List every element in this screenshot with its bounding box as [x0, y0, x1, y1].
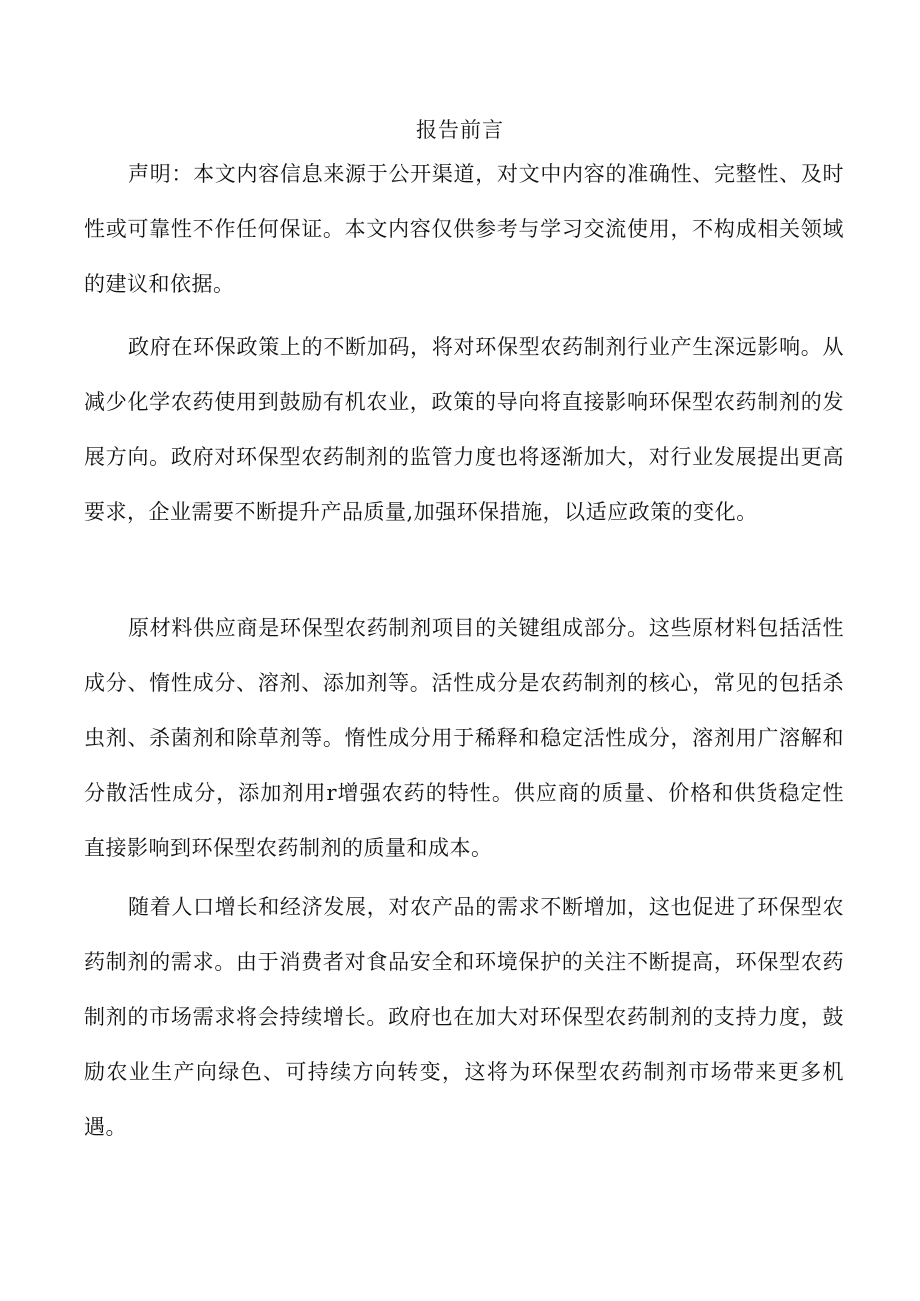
demand-paragraph: 随着人口增长和经济发展，对农产品的需求不断增加，这也促进了环保型农药制剂的需求。由于消费者对食品安全和环境保护的关注不断提高，环保型农药制剂的市场需求将会持续增长。政府也在加大对环保型农药制剂的支持力度，鼓励农业生产向绿色、可持续方向转变，这将为环保型农药制剂市场带来更多机遇。 [84, 895, 844, 1139]
disclaimer-paragraph: 声明：本文内容信息来源于公开渠道，对文中内容的准确性、完整性、及时性或可靠性不作任何保证。本文内容仅供参考与学习交流使用，不构成相关领域的建议和依据。 [84, 162, 844, 296]
page-title: 报告前言 [416, 118, 504, 142]
policy-paragraph: 政府在环保政策上的不断加码，将对环保型农药制剂行业产生深远影响。从减少化学农药使用到鼓励有机农业，政策的导向将直接影响环保型农药制剂的发展方向。政府对环保型农药制剂的监管力度也将逐渐加大，对行业发展提出更高要求，企业需要不断提升产品质量,加强环保措施，以适应政策的变化。 [84, 335, 844, 524]
suppliers-paragraph: 原材料供应商是环保型农药制剂项目的关键组成部分。这些原材料包括活性成分、惰性成分、溶剂、添加剂等。活性成分是农药制剂的核心，常见的包括杀虫剂、杀菌剂和除草剂等。惰性成分用于稀释和稳定活性成分，溶剂用广溶解和分散活性成分，添加剂用r增强农药的特性。供应商的质量、价格和供货稳定性直接影响到环保型农药制剂的质量和成本。 [84, 616, 844, 860]
